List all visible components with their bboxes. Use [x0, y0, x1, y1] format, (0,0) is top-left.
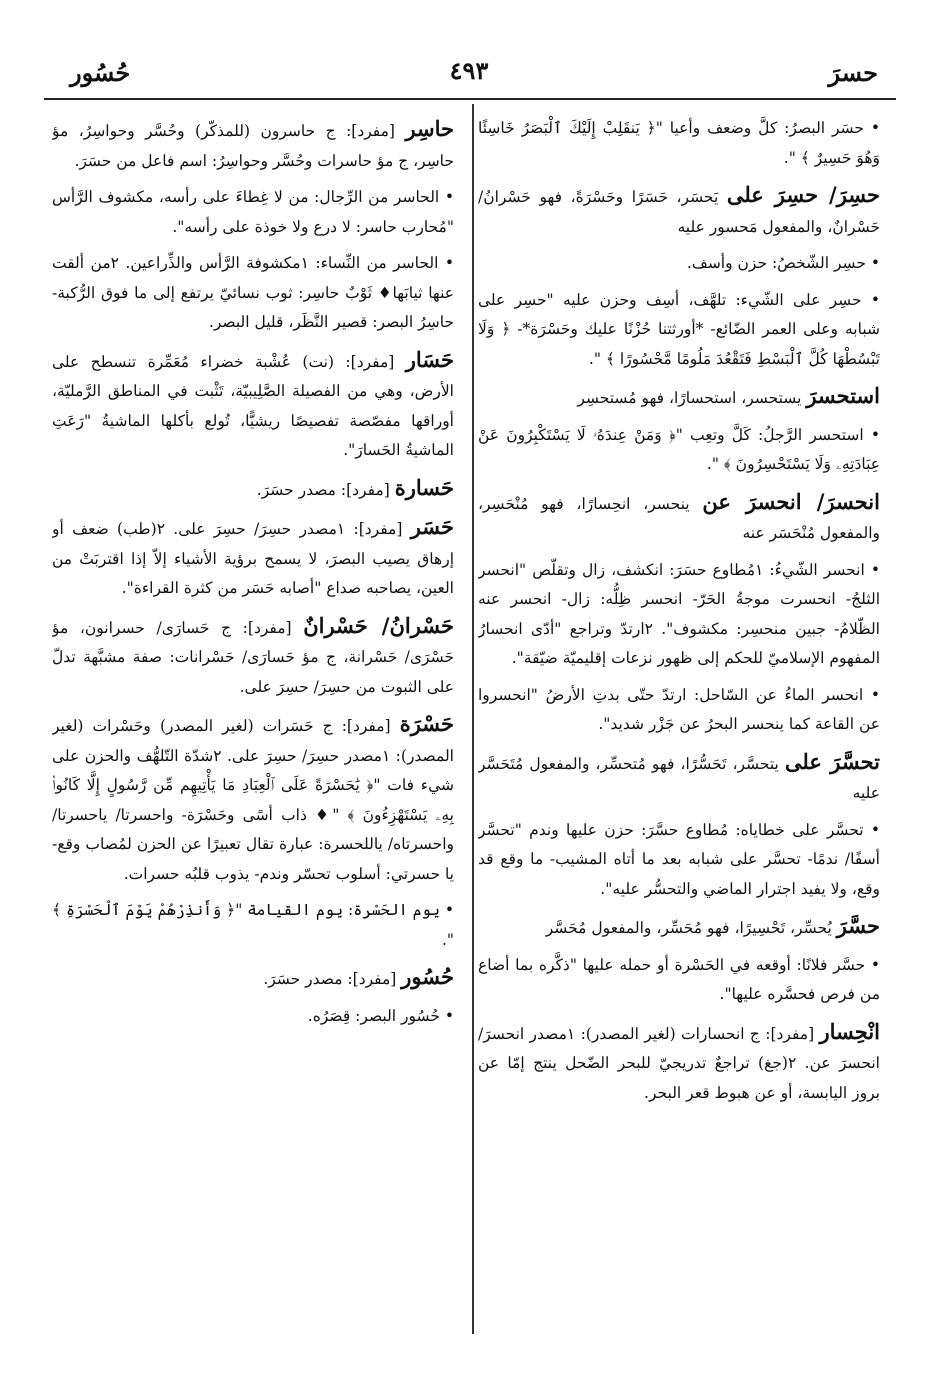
entry-definition: [مفرد]: ج حَسارَى/ حسرانون، مؤ حَسْرَى/ حَسْرانة، ج مؤ حَسارَى/ حَسْرانات: صفة مشبَّهة تدلّ علی الثبوت من حسِرَ/ حسِرَ علی. [52, 618, 454, 696]
dictionary-entry [478, 180, 880, 242]
entry-definition: يُحسِّر، تَحْسِيرًا، فهو مُحَسِّر، والمفعول مُحَسَّر [545, 919, 837, 937]
entry-sense: • الحاسر من النِّساء: ١مكشوفة الرَّأس والذِّراعين. ٢من ألقت عنها ثيابَها♦ ثَوْبٌ حاسِر: ثوب نسائيّ يرتفع إلی ما فوق الرُّكبة- حاسِرُ البصر: قصير النَّظَر، قليل البصر. [52, 254, 454, 331]
entry-headword: حَسَر [410, 514, 454, 539]
entry-sense: • حسِر الشّخصُ: حزن وأسف. [686, 254, 880, 272]
entry-sense: • حسِر علی الشّيء: تلهَّف، أسِف وحزن عليه "حسِر علی شبابه وعلی العمر الضّائع- *أورثتنا حُزْنًا عليك وحَسْرَة*- ﴿ وَلَا تَبْسُطْهَا كُلَّ ٱلْبَسْطِ فَتَقْعُدَ مَلُومًا مَّحْسُورًا ﴾ ". [478, 290, 880, 368]
entry-sense: • الحاسر من الرِّجال: من لا غِطاءَ علی رأسه، مكشوف الرَّأس "مُحارب حاسر: لا درع ولا خوذة علی رأسه". [52, 188, 454, 236]
entry-headword: استحسرَ [806, 383, 880, 408]
dictionary-entry [52, 611, 454, 703]
entry-definition: [مفرد]: ج انحسارات (لغير المصدر): ١مصدر انحسرَ/ انحسرَ عن. ٢(جغ) تراجعٌ تدريجيّ للبحر الضّحل ينتج إمّا عن بروز اليابسة، أو عن هبوط قعر البحر. [478, 1024, 880, 1102]
entry-definition: يستحسر، استحسارًا، فهو مُستحسِر [577, 389, 807, 407]
entry-definition: [مفرد]: ج حاسرون (للمذكّر) وحُسَّر وحواسِرُ، مؤ حاسِر، ج مؤ حاسرات وحُسَّر وحواسِرُ: اسم فاعل من حسَرَ. [52, 122, 454, 170]
header-rule [44, 98, 896, 100]
entry-definition: يتحسَّر، تَحَسُّرًا، فهو مُتحسِّر، والمفعول مُتَحَسَّر عليه [478, 754, 880, 802]
entry-headword: حسَّرَ [836, 913, 880, 938]
entry-headword: حسِرَ/ حسِرَ علی [726, 182, 880, 207]
entry-definition: [مفرد]: ج حَسَرات (لغير المصدر) وحَسْرات (لغير المصدر): ١مصدر حسِرَ/ حسِرَ علی. ٢شدّة التّلهُّف والحزن علی شيء فات "﴿ يَٰحَسْرَةً عَلَى ٱلْعِبَادِ مَا يَأْتِيهِم مِّن رَّسُولٍ إِلَّا كَانُوا۟ بِهِۦ يَسْتَهْزِءُونَ ﴾ "♦ ذاب أسًی وحَسْرَة- واحسرتا/ ياحسرتا/ واحسرتاه/ ياللحسرة: عبارة تقال تعبيرًا عن الحزن لمُصاب وقع- يا حسرتي: أسلوب تحسّر وندم- يذوب قلبُه حسرات. [52, 717, 454, 883]
guide-word-right: حسرَ [828, 58, 878, 87]
dictionary-entry [478, 911, 880, 944]
entry-definition: [مفرد]: ١مصدر حسِرَ/ حسِرَ علی. ٢(طب) ضعف أو إرهاق يصيب البصرَ، لا يسمح برؤية الأشياء إلاّ إذا اقتربَتْ من العين، يصاحبه صداع "أصابه حَسَر من كثرة القراءة". [52, 520, 454, 597]
entry-definition: يَحسَر، حَسَرًا وحَسْرَةً، فهو حَسْرانُ/ حَسْرانٌ، والمفعول مَحسور عليه [478, 188, 880, 236]
entry-sense: • تحسَّر علی خطاياه: مُطاوع حسَّرَ: حزن عليها وندم "تحسَّر أسفًا/ ندمًا- تحسَّر علی شبابه بعد ما أتاه المشيب- ما وقع قد وقع، ولا يفيد اجترار الماضي والتحسُّر عليه". [478, 820, 880, 898]
entry-sense: • استحسر الرَّجلُ: كَلَّ وتعِب "﴿ وَمَنْ عِندَهُۥ لَا يَسْتَكْبِرُونَ عَنْ عِبَادَتِهِۦ وَلَا يَسْتَحْسِرُونَ ﴾ ". [478, 425, 880, 473]
dictionary-entry [478, 1017, 880, 1109]
entry-sense: • انحسر الماءُ عن السّاحل: ارتدّ حتّی بدتِ الأرضُ "انحسروا عن القاعة كما ينحسر البحرُ عن جَزْر شديد". [478, 685, 880, 733]
dictionary-entry [52, 114, 454, 176]
column-divider [472, 104, 474, 1334]
dictionary-entry [52, 473, 454, 506]
entry-sense: • يوم الحَسْرة: يوم القيامة "﴿ وَأَنذِرْهُمْ يَوْمَ ٱلْحَسْرَةِ ﴾ ". [52, 901, 454, 949]
left-column [52, 114, 454, 1334]
entry-sense: • انحسر الشّيءُ: ١مُطاوع حسَرَ: انكشف، زال وتقلّص "انحسر الثلجُ- انحسرت موجةُ الحَرّ- انحسر ظِلُّه: زال- انحسر عنه الظّلامُ- جبين منحسِر: مكشوف". ٢ارتدّ وتراجع "أدّی انحسارُ المفهوم الإسلاميّ للحكم إلی ظهور نزعات إقليميّة ضيّقة". [478, 560, 880, 667]
entry-headword: حَسَار [405, 346, 454, 372]
page-header [0, 52, 938, 92]
dictionary-entry [478, 487, 880, 549]
dictionary-entry [52, 512, 454, 604]
entry-headword: حاسِر [405, 116, 454, 141]
entry-headword: تحسَّرَ علی [784, 748, 880, 774]
dictionary-entry [52, 709, 454, 889]
dictionary-entry [478, 381, 880, 414]
entry-definition: [مفرد]: مصدر حسَرَ. [256, 480, 395, 499]
entry-headword: حَسارة [394, 474, 454, 500]
guide-word-left: حُسُور [70, 58, 131, 87]
entry-headword: حَسْرانُ/ حَسْرانٌ [303, 612, 454, 638]
entry-sense: • حُسُور البصر: قِصَرُه. [307, 1006, 454, 1025]
entry-definition: [مفرد]: مصدر حسَرَ. [263, 970, 402, 988]
entry-headword: حَسْرَة [399, 711, 454, 736]
dictionary-entry [52, 345, 454, 466]
entry-headword: انحسرَ/ انحسرَ عن [702, 488, 880, 514]
dictionary-entry [52, 962, 454, 995]
entry-definition: [مفرد]: (نت) عُشْبة خضراء مُعَمِّرة تنسطح علی الأرض، وهي من الفصيلة الصَّلِيبيّة، تَثْبت في المناطق الرَّمليّة، أوراقها مفصّصة تفصيصًا ريشيًّا، تُولع بأكلها الماشيةُ "رَعَتِ الماشيةُ الحَسارَ". [52, 352, 454, 459]
entry-headword: حُسُور [401, 964, 454, 989]
page-number: ٤٩٣ [449, 56, 489, 85]
dictionary-entry [478, 747, 880, 809]
right-column [478, 114, 880, 1334]
entry-sense: • حسَّر فلانًا: أوقعه في الحَسْرة أو حمله عليها "ذكَّره بما أضاع من فرص فحسَّره عليها". [478, 955, 880, 1003]
entry-headword: انْحِسار [819, 1018, 880, 1044]
entry-sense: • حسَر البصرُ: كلَّ وضعف وأعيا "﴿ يَنقَلِبْ إِلَيْكَ ٱلْبَصَرُ خَاسِئًا وَهُوَ حَسِيرٌ ﴾ ". [478, 119, 880, 167]
entry-definition: ينحسر، انحِسارًا، فهو مُنْحَسِر، والمفعول مُنْحَسَر عنه [478, 494, 880, 542]
